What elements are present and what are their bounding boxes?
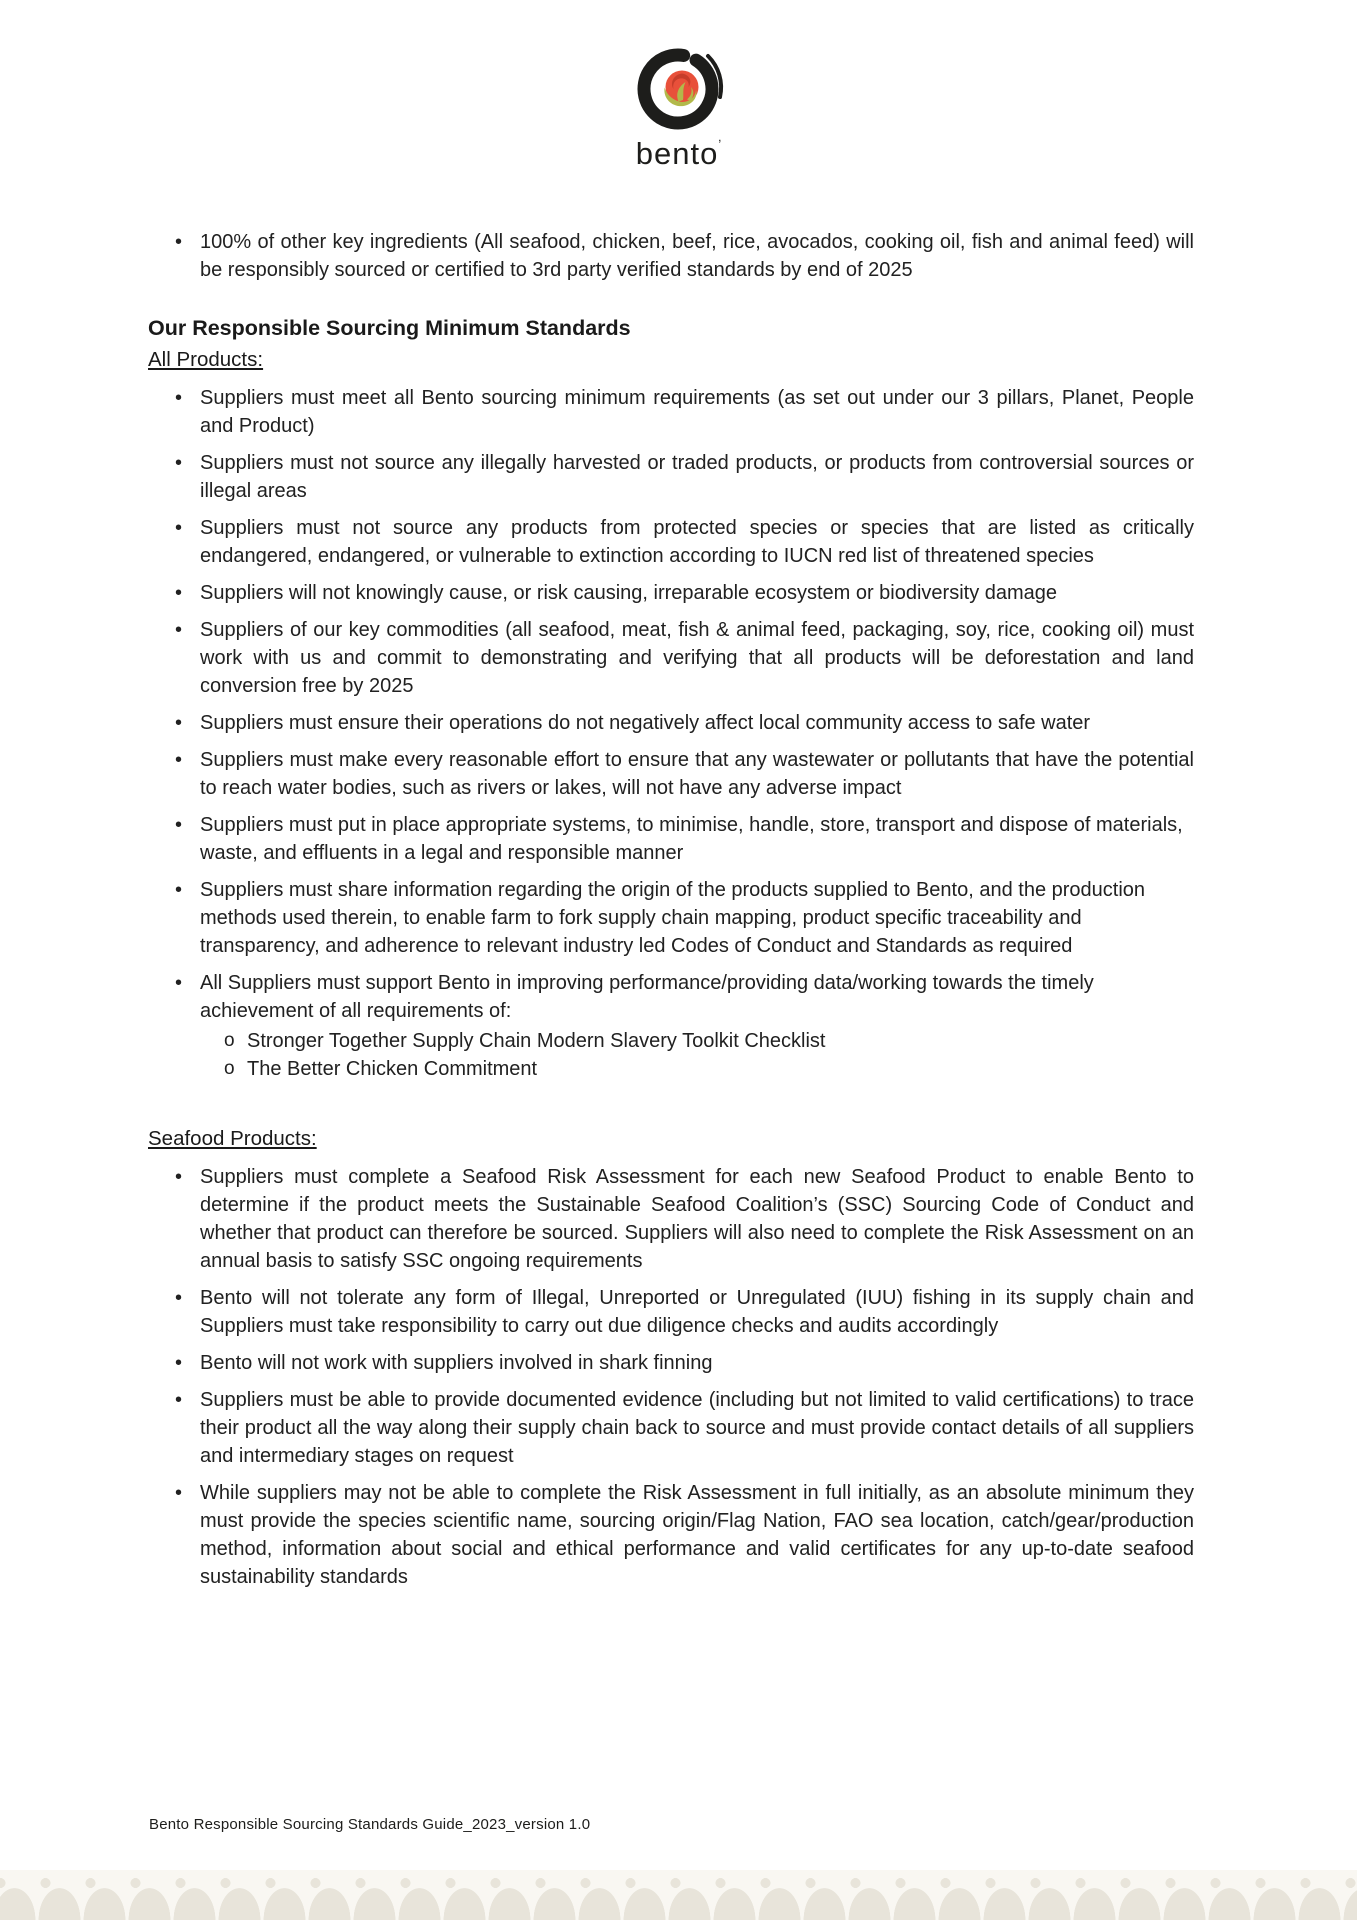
- bullet-text: Suppliers must complete a Seafood Risk Assessment for each new Seafood Product to enable Bento to determine if the product meets the Sustainable Seafood Coalition’s (SSC) Sourcing Code of Conduct and whether that product can therefore be sourced. Suppliers will also need to complete the Risk Assessment on an annual basis to satisfy SSC ongoing requirements: [200, 1166, 1194, 1272]
- bullet-icon: •: [175, 1389, 183, 1411]
- list-item: [148, 616, 1194, 700]
- seafood-products-list: [148, 1163, 1194, 1591]
- bullet-text: Suppliers must not source any illegally harvested or traded products, or products from controversial sources or illegal areas: [200, 452, 1194, 502]
- bento-logo-icon: [632, 42, 726, 136]
- bullet-icon: •: [175, 517, 183, 539]
- bullet-text: Bento will not work with suppliers involved in shark finning: [200, 1352, 713, 1374]
- bullet-text: Suppliers must not source any products from protected species or species that are listed as critically endangered, endangered, or vulnerable to extinction according to IUCN red list of threatened species: [200, 517, 1194, 567]
- list-item: [148, 1479, 1194, 1591]
- bullet-text: Suppliers must meet all Bento sourcing minimum requirements (as set out under our 3 pillars, Planet, People and Product): [200, 387, 1194, 437]
- list-item: [148, 228, 1194, 284]
- list-item: [148, 1349, 1194, 1377]
- logo-trademark: ʼ: [718, 137, 722, 152]
- list-item: [148, 449, 1194, 505]
- list-item: [148, 709, 1194, 737]
- bullet-text: All Suppliers must support Bento in improving performance/providing data/working towards the timely achievement of all requirements of:: [200, 972, 1094, 1022]
- logo-brand-text: bento: [635, 136, 719, 171]
- all-products-list: [148, 384, 1194, 1083]
- bullet-text: Suppliers must share information regarding the origin of the products supplied to Bento, and the production methods used therein, to enable farm to fork supply chain mapping, product specific traceability and transparency, and adherence to relevant industry led Codes of Conduct and Standards as required: [200, 879, 1146, 957]
- bullet-icon: •: [175, 387, 183, 409]
- bullet-text: 100% of other key ingredients (All seafood, chicken, beef, rice, avocados, cooking oil, fish and animal feed) will be responsibly sourced or certified to 3rd party verified standards by end of 2025: [200, 231, 1194, 281]
- sub-bullet-icon: o: [224, 1058, 235, 1079]
- bullet-text: Suppliers must make every reasonable effort to ensure that any wastewater or pollutants that have the potential to reach water bodies, such as rivers or lakes, will not have any adverse impact: [200, 749, 1194, 799]
- decorative-border: [0, 1870, 1357, 1920]
- bullet-icon: •: [175, 814, 183, 836]
- list-item: [148, 1284, 1194, 1340]
- bullet-icon: •: [175, 1166, 183, 1188]
- bullet-icon: •: [175, 749, 183, 771]
- bullet-icon: •: [175, 1482, 183, 1504]
- bullet-text: While suppliers may not be able to complete the Risk Assessment in full initially, as an absolute minimum they must provide the species scientific name, sourcing origin/Flag Nation, FAO sea location, catch/gear/production method, information about social and ethical performance and valid certificates for any up-to-date seafood sustainability standards: [200, 1482, 1194, 1588]
- sub-bullet-icon: o: [224, 1030, 235, 1051]
- intro-list: [148, 228, 1194, 284]
- bullet-icon: •: [175, 452, 183, 474]
- bullet-icon: •: [175, 1287, 183, 1309]
- bullet-icon: •: [175, 972, 183, 994]
- subsection-seafood-products: Seafood Products:: [148, 1127, 317, 1150]
- sub-bullet-text: Stronger Together Supply Chain Modern Slavery Toolkit Checklist: [247, 1030, 826, 1052]
- bullet-icon: •: [175, 1352, 183, 1374]
- list-item: [148, 969, 1194, 1083]
- list-item: [148, 579, 1194, 607]
- footer-text: Bento Responsible Sourcing Standards Guide_2023_version 1.0: [149, 1816, 591, 1833]
- list-item: [148, 514, 1194, 570]
- bullet-icon: •: [175, 582, 183, 604]
- sub-bullet-text: The Better Chicken Commitment: [247, 1058, 538, 1080]
- bullet-text: Suppliers must put in place appropriate systems, to minimise, handle, store, transport and dispose of materials, waste, and effluents in a legal and responsible manner: [200, 814, 1183, 864]
- list-item: [148, 1163, 1194, 1275]
- list-item: [148, 811, 1194, 867]
- logo: [0, 42, 1357, 169]
- bullet-text: Suppliers will not knowingly cause, or risk causing, irreparable ecosystem or biodiversity damage: [200, 582, 1058, 604]
- logo-wordmark: [0, 138, 1357, 169]
- list-item: [148, 876, 1194, 960]
- bullet-text: Suppliers must be able to provide documented evidence (including but not limited to valid certifications) to trace their product all the way along their supply chain back to source and must provide contact details of all suppliers and intermediary stages on request: [200, 1389, 1194, 1467]
- bullet-icon: •: [175, 712, 183, 734]
- bullet-text: Suppliers must ensure their operations do not negatively affect local community access to safe water: [200, 712, 1091, 734]
- list-item: [148, 1386, 1194, 1470]
- subsection-all-products: All Products:: [148, 348, 264, 371]
- list-item: [200, 1055, 1194, 1083]
- list-item: [200, 1027, 1194, 1055]
- list-item: [148, 384, 1194, 440]
- bullet-text: Bento will not tolerate any form of Illegal, Unreported or Unregulated (IUU) fishing in its supply chain and Suppliers must take responsibility to carry out due diligence checks and audits accordingly: [200, 1287, 1194, 1337]
- bullet-icon: •: [175, 231, 183, 253]
- document-content: [148, 228, 1194, 1600]
- page-title: Our Responsible Sourcing Minimum Standards: [148, 316, 631, 340]
- sub-bullet-list: [200, 1027, 1194, 1083]
- bullet-icon: •: [175, 879, 183, 901]
- list-item: [148, 746, 1194, 802]
- bullet-icon: •: [175, 619, 183, 641]
- bullet-text: Suppliers of our key commodities (all seafood, meat, fish & animal feed, packaging, soy, rice, cooking oil) must work with us and commit to demonstrating and verifying that all products will be deforestation and land conversion free by 2025: [200, 619, 1194, 697]
